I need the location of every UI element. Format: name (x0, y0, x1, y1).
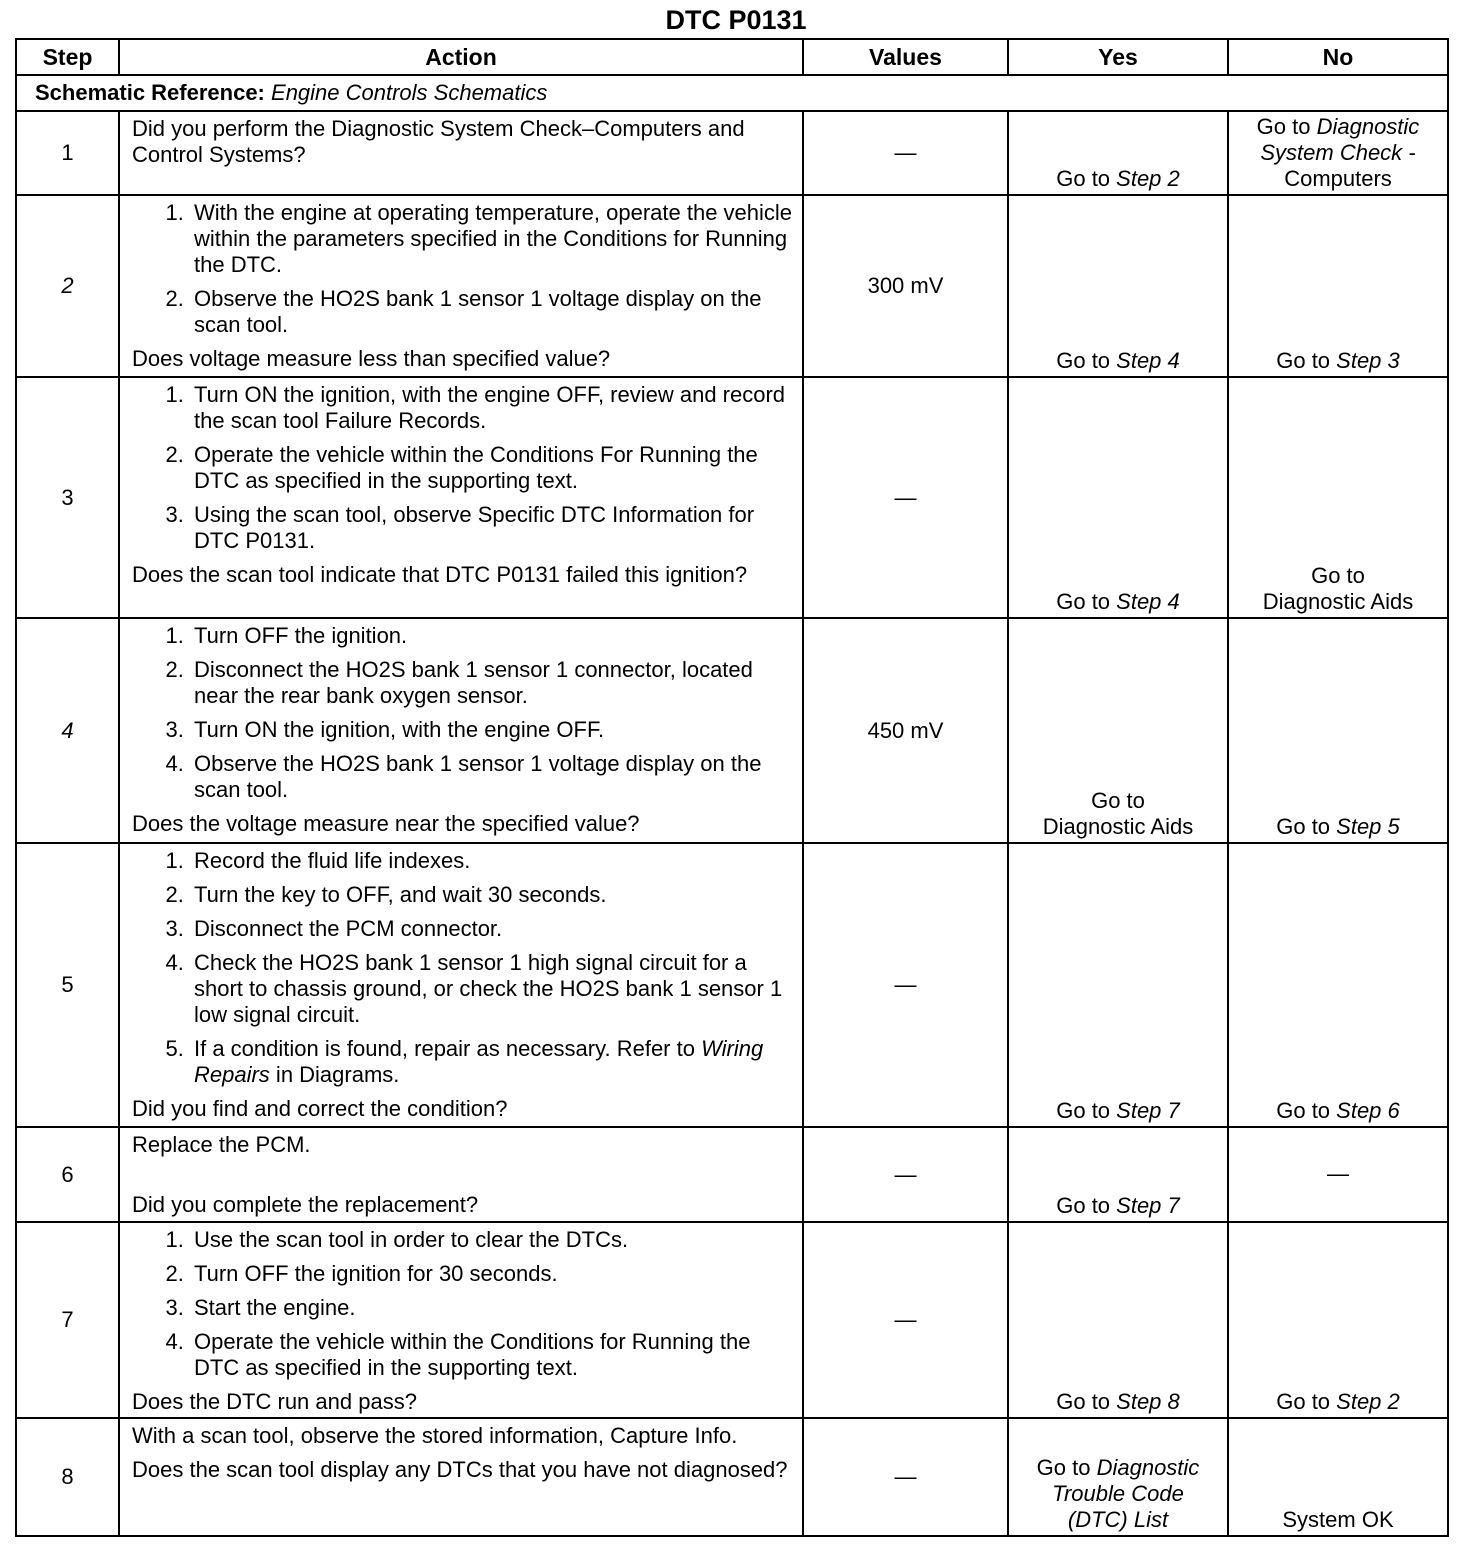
action-cell (119, 377, 803, 618)
no-cell: Go to Step 5 (1228, 618, 1448, 843)
value-cell: 300 mV (803, 195, 1008, 377)
no-link[interactable]: Step 3 (1336, 348, 1400, 373)
action-item: 1. With the engine at operating temperature, operate the vehicle within the parameters specified in the Conditions for Running the DTC. (190, 200, 794, 278)
no-cell: Go to Step 6 (1228, 843, 1448, 1127)
no-link[interactable]: Diagnostic System Check - (1260, 114, 1420, 165)
action-item: 2. Turn OFF the ignition for 30 seconds. (190, 1261, 794, 1287)
no-link[interactable]: Step 5 (1336, 814, 1400, 839)
yes-cell: Go to Diagnostic Aids (1008, 618, 1228, 843)
schematic-link[interactable]: Engine Controls Schematics (271, 80, 548, 105)
value-cell: — (803, 377, 1008, 618)
action-item: 2. Observe the HO2S bank 1 sensor 1 voltage display on the scan tool. (190, 286, 794, 338)
action-text: Replace the PCM. (132, 1132, 311, 1157)
no-cell: System OK (1228, 1418, 1448, 1536)
no-cell: Go to Diagnostic Aids (1228, 377, 1448, 618)
action-question: Does the scan tool display any DTCs that you have not diagnosed? (132, 1457, 788, 1482)
header-row (16, 39, 1448, 75)
action-cell (119, 1222, 803, 1418)
table-row (16, 1222, 1448, 1418)
action-item: 4. Observe the HO2S bank 1 sensor 1 voltage display on the scan tool. (190, 751, 794, 803)
action-item: 5. If a condition is found, repair as necessary. Refer to Wiring Repairs in Diagrams. (190, 1036, 794, 1088)
action-item: 1. Turn ON the ignition, with the engine OFF, review and record the scan tool Failure Records. (190, 382, 794, 434)
yes-cell: Go to Step 8 (1008, 1222, 1228, 1418)
action-item: 1. Record the fluid life indexes. (190, 848, 794, 874)
step-number: 7 (16, 1222, 119, 1418)
table-row (16, 195, 1448, 377)
yes-link[interactable]: Step 7 (1116, 1193, 1180, 1218)
action-item: 2. Turn the key to OFF, and wait 30 seconds. (190, 882, 794, 908)
action-question: Did you complete the replacement? (132, 1192, 479, 1217)
action-question: Does the scan tool indicate that DTC P0131 failed this ignition? (132, 562, 748, 587)
action-item: 2. Disconnect the HO2S bank 1 sensor 1 connector, located near the rear bank oxygen sensor. (190, 657, 794, 709)
table-row (16, 1127, 1448, 1222)
no-link[interactable]: Step 6 (1336, 1098, 1400, 1123)
yes-link[interactable]: Step 4 (1116, 589, 1180, 614)
action-question: Does the voltage measure near the specified value? (132, 811, 640, 836)
page-title: DTC P0131 (665, 5, 807, 35)
table-row (16, 377, 1448, 618)
value-cell: — (803, 1222, 1008, 1418)
action-cell (119, 111, 803, 195)
action-cell (119, 843, 803, 1127)
value-cell: — (803, 111, 1008, 195)
no-link[interactable]: Diagnostic Aids (1262, 589, 1414, 614)
step-number: 2 (16, 195, 119, 377)
action-text: Did you perform the Diagnostic System Check–Computers and Control Systems? (132, 116, 745, 167)
step-number: 4 (16, 618, 119, 843)
yes-cell: Go to Step 2 (1008, 111, 1228, 195)
table-row (16, 618, 1448, 843)
yes-link[interactable]: Step 4 (1116, 348, 1180, 373)
header-no: No (1228, 39, 1448, 75)
yes-link[interactable]: Diagnostic Trouble Code (DTC) List (1052, 1455, 1200, 1532)
schematic-row (16, 75, 1448, 111)
yes-cell: Go to Step 7 (1008, 843, 1228, 1127)
action-cell (119, 1418, 803, 1536)
action-text: With a scan tool, observe the stored information, Capture Info. (132, 1423, 738, 1448)
no-cell: Go to Diagnostic System Check - Computers (1228, 111, 1448, 195)
action-question: Did you find and correct the condition? (132, 1096, 508, 1121)
action-item: 3. Start the engine. (190, 1295, 794, 1321)
yes-link[interactable]: Step 2 (1116, 166, 1180, 191)
action-item: 3. Turn ON the ignition, with the engine OFF. (190, 717, 794, 743)
no-cell: Go to Step 2 (1228, 1222, 1448, 1418)
yes-cell: Go to Step 7 (1008, 1127, 1228, 1222)
action-item: 1. Use the scan tool in order to clear the DTCs. (190, 1227, 794, 1253)
value-cell: 450 mV (803, 618, 1008, 843)
action-item: 4. Check the HO2S bank 1 sensor 1 high signal circuit for a short to chassis ground, or check the HO2S bank 1 sensor 1 low signal circuit. (190, 950, 794, 1028)
action-question: Does the DTC run and pass? (132, 1389, 417, 1414)
header-action: Action (119, 39, 803, 75)
table-row (16, 843, 1448, 1127)
step-number: 1 (16, 111, 119, 195)
value-cell: — (803, 1127, 1008, 1222)
diagnostic-table (15, 38, 1449, 1537)
action-cell (119, 195, 803, 377)
action-item: 2. Operate the vehicle within the Conditions For Running the DTC as specified in the supporting text. (190, 442, 794, 494)
step-number: 3 (16, 377, 119, 618)
no-cell: — (1228, 1127, 1448, 1222)
step-number: 6 (16, 1127, 119, 1222)
action-question: Does voltage measure less than specified value? (132, 346, 611, 371)
action-item: 3. Using the scan tool, observe Specific DTC Information for DTC P0131. (190, 502, 794, 554)
action-item: 1. Turn OFF the ignition. (190, 623, 794, 649)
wiring-repairs-link[interactable]: Wiring Repairs (194, 1036, 764, 1087)
value-cell: — (803, 1418, 1008, 1536)
value-cell: — (803, 843, 1008, 1127)
header-yes: Yes (1008, 39, 1228, 75)
header-step: Step (16, 39, 119, 75)
yes-link[interactable]: Step 7 (1116, 1098, 1180, 1123)
step-number: 5 (16, 843, 119, 1127)
schematic-reference (16, 75, 1448, 111)
table-row (16, 1418, 1448, 1536)
action-cell (119, 1127, 803, 1222)
action-item: 3. Disconnect the PCM connector. (190, 916, 794, 942)
yes-cell: Go to Step 4 (1008, 377, 1228, 618)
yes-cell: Go to Step 4 (1008, 195, 1228, 377)
action-item: 4. Operate the vehicle within the Conditions for Running the DTC as specified in the supporting text. (190, 1329, 794, 1381)
yes-cell: Go to Diagnostic Trouble Code (DTC) List (1008, 1418, 1228, 1536)
yes-link[interactable]: Step 8 (1116, 1389, 1180, 1414)
schematic-label: Schematic Reference: (35, 80, 265, 105)
header-values: Values (803, 39, 1008, 75)
no-link[interactable]: Step 2 (1336, 1389, 1400, 1414)
yes-link[interactable]: Diagnostic Aids (1042, 814, 1194, 839)
action-cell (119, 618, 803, 843)
step-number: 8 (16, 1418, 119, 1536)
no-cell: Go to Step 3 (1228, 195, 1448, 377)
table-row (16, 111, 1448, 195)
